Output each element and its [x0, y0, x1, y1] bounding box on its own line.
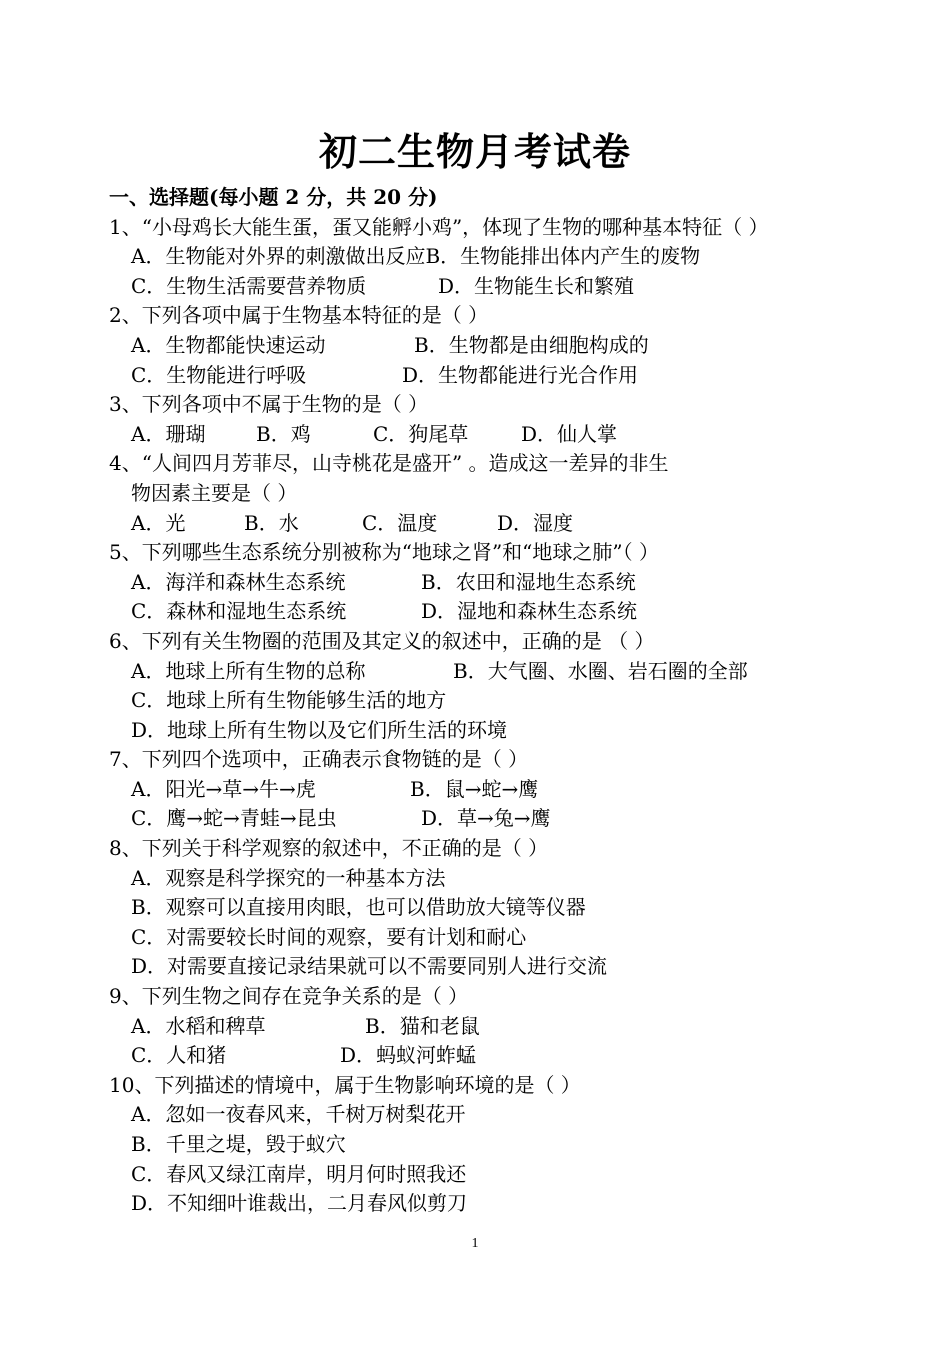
answer-option: A．光 — [131, 510, 186, 535]
question-stem: 4、“人间四月芳菲尽，山寺桃花是盛开” 。造成这一差异的非生 — [109, 451, 669, 476]
option-row — [109, 597, 909, 627]
option-row — [109, 1012, 909, 1042]
answer-option: B．农田和湿地生态系统 — [421, 569, 636, 594]
question-stem: 6、下列有关生物圈的范围及其定义的叙述中，正确的是 （ ） — [109, 628, 655, 653]
option-row — [109, 420, 909, 450]
answer-option: A．忽如一夜春风来，千树万树梨花开 — [131, 1102, 466, 1127]
answer-option: D．生物都能进行光合作用 — [402, 362, 639, 387]
answer-option: D．不知细叶谁裁出，二月春风似剪刀 — [131, 1191, 468, 1216]
option-row — [109, 568, 909, 598]
answer-option: C．春风又绿江南岸，明月何时照我还 — [131, 1161, 467, 1186]
answer-option: B．鼠→蛇→鹰 — [410, 776, 539, 801]
answer-option: C．狗尾草 — [373, 421, 469, 446]
section-heading: 一、选择题(每小题 2 分，共 20 分) — [109, 185, 438, 209]
answer-option: A．生物能对外界的刺激做出反应 — [131, 244, 426, 269]
answer-option: B．鸡 — [256, 421, 311, 446]
answer-option: B．生物能排出体内产生的废物 — [425, 244, 701, 269]
answer-option: D．对需要直接记录结果就可以不需要同别人进行交流 — [131, 954, 608, 979]
answer-option: B．千里之堤，毁于蚁穴 — [131, 1132, 346, 1156]
answer-option: D．地球上所有生物以及它们所生活的环境 — [131, 717, 508, 742]
question-stem: 7、下列四个选项中，正确表示食物链的是（ ） — [109, 747, 529, 772]
question-stem: 5、下列哪些生态系统分别被称为“地球之肾”和“地球之肺”（ ） — [109, 540, 659, 565]
answer-option: A．阳光→草→牛→虎 — [131, 776, 316, 801]
option-row — [109, 864, 909, 894]
answer-option: C．鹰→蛇→青蛙→昆虫 — [131, 806, 337, 831]
option-row — [109, 716, 909, 746]
option-row — [109, 509, 909, 539]
option-row — [109, 1041, 909, 1071]
option-row — [109, 272, 909, 302]
answer-option: D．草→兔→鹰 — [421, 806, 551, 831]
option-row — [109, 923, 909, 953]
questions-container — [109, 213, 909, 1219]
answer-option: B．水 — [244, 510, 299, 535]
question-stem: 9、下列生物之间存在竞争关系的是（ ） — [109, 984, 469, 1009]
question-stem: 3、下列各项中不属于生物的是（ ） — [109, 392, 429, 417]
option-row — [109, 361, 909, 391]
question-stem-continued: 物因素主要是（ ） — [131, 480, 298, 505]
option-row — [109, 1130, 909, 1160]
question-stem: 10、下列描述的情境中，属于生物影响环境的是（ ） — [109, 1072, 581, 1097]
answer-option: A．地球上所有生物的总称 — [131, 658, 366, 683]
answer-option: D．湿度 — [497, 510, 574, 535]
answer-option: B．猫和老鼠 — [365, 1013, 480, 1038]
page-number: 1 — [471, 1236, 479, 1251]
answer-option: D．生物能生长和繁殖 — [438, 273, 635, 298]
option-row — [109, 657, 909, 687]
page-title: 初二生物月考试卷 — [318, 129, 631, 174]
answer-option: C．温度 — [362, 510, 438, 535]
option-row — [109, 893, 909, 923]
answer-option: C．生物能进行呼吸 — [131, 362, 307, 387]
option-row — [109, 242, 909, 272]
answer-option: B．生物都是由细胞构成的 — [414, 332, 649, 357]
answer-option: C．对需要较长时间的观察，要有计划和耐心 — [131, 924, 527, 949]
answer-option: A．珊瑚 — [131, 421, 206, 446]
answer-option: C．人和猪 — [131, 1043, 227, 1068]
question-stem: 1、“小母鸡长大能生蛋，蛋又能孵小鸡”，体现了生物的哪种基本特征（ ） — [109, 214, 769, 239]
question-list — [109, 183, 909, 1219]
answer-option: A．海洋和森林生态系统 — [131, 569, 346, 594]
answer-option: C．森林和湿地生态系统 — [131, 599, 347, 624]
answer-option: C．生物生活需要营养物质 — [131, 273, 367, 298]
option-row — [109, 775, 909, 805]
answer-option: D．仙人掌 — [521, 421, 618, 446]
answer-option: A．生物都能快速运动 — [131, 332, 326, 357]
answer-option: A．水稻和稗草 — [131, 1013, 266, 1038]
option-row — [109, 686, 909, 716]
answer-option: A．观察是科学探究的一种基本方法 — [131, 865, 446, 890]
option-row — [109, 1189, 909, 1219]
option-row — [109, 952, 909, 982]
answer-option: D．蚂蚁河蚱蜢 — [340, 1043, 477, 1068]
option-row — [109, 331, 909, 361]
question-stem: 2、下列各项中属于生物基本特征的是（ ） — [109, 303, 489, 328]
option-row — [109, 804, 909, 834]
option-row — [109, 1160, 909, 1190]
answer-option: B．大气圈、水圈、岩石圈的全部 — [453, 658, 748, 683]
question-stem: 8、下列关于科学观察的叙述中，不正确的是（ ） — [109, 836, 549, 861]
option-row — [109, 1100, 909, 1130]
answer-option: B．观察可以直接用肉眼，也可以借助放大镜等仪器 — [131, 895, 586, 920]
answer-option: D．湿地和森林生态系统 — [421, 599, 638, 624]
answer-option: C．地球上所有生物能够生活的地方 — [131, 688, 447, 713]
